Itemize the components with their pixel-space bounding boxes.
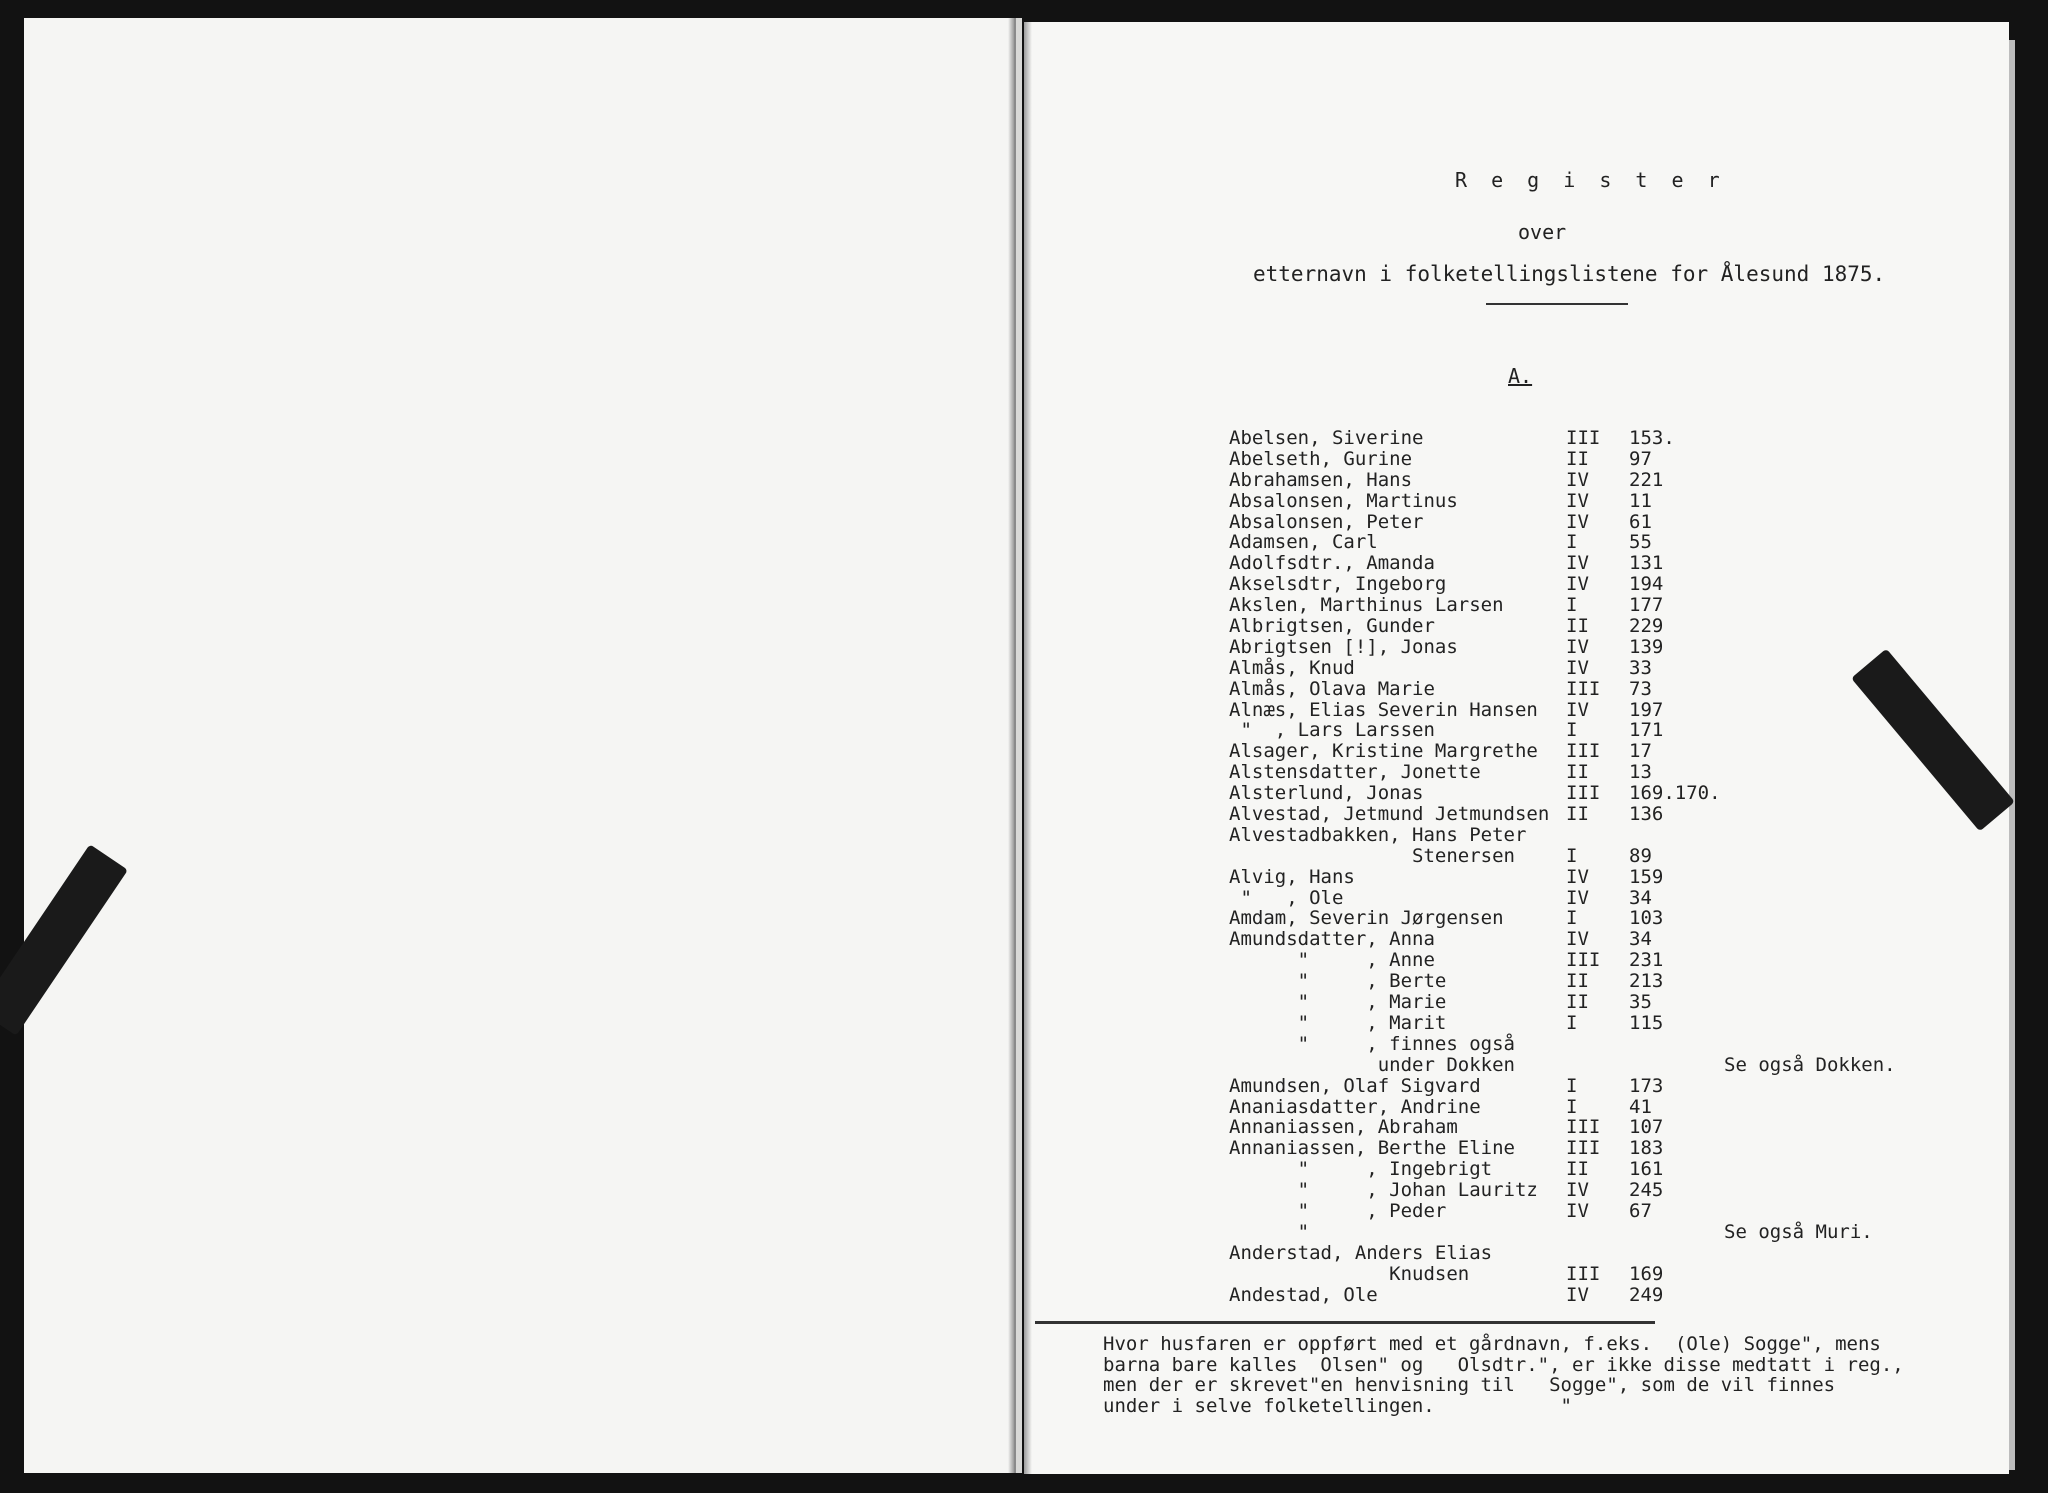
footnote-line: under i selve folketellingen. " xyxy=(1103,1394,1572,1417)
entry-volume: IV xyxy=(1566,1199,1589,1222)
entry-name: Amdam, Severin Jørgensen xyxy=(1229,907,1504,930)
entry-name: Adolfsdtr., Amanda xyxy=(1229,552,1435,575)
register-entry xyxy=(1229,658,1849,679)
entry-volume: III xyxy=(1566,677,1601,700)
page-gutter xyxy=(1016,18,1022,1473)
register-entry xyxy=(1229,512,1849,533)
entry-page: 103 xyxy=(1629,907,1664,930)
entry-volume: IV xyxy=(1566,573,1589,596)
entry-name: " , finnes også xyxy=(1229,1032,1515,1055)
entry-page: 231 xyxy=(1629,949,1664,972)
register-subtitle: etternavn i folketellingslistene for Ålesund 1875. xyxy=(1253,262,1886,286)
entry-volume: IV xyxy=(1566,468,1589,491)
entry-volume: I xyxy=(1566,1095,1578,1118)
register-entry xyxy=(1229,1117,1849,1138)
register-entry xyxy=(1229,700,1849,721)
entry-name: Ananiasdatter, Andrine xyxy=(1229,1095,1481,1118)
footnote xyxy=(1103,1334,1983,1416)
entry-note: Se også Muri. xyxy=(1724,1220,1873,1243)
register-entry xyxy=(1229,470,1849,491)
entry-page: 55 xyxy=(1629,531,1652,554)
entry-name: " , Marie xyxy=(1229,991,1447,1014)
entry-name: Akslen, Marthinus Larsen xyxy=(1229,594,1504,617)
register-entry xyxy=(1229,804,1849,825)
entry-name: Abelsen, Siverine xyxy=(1229,427,1424,449)
entry-volume: IV xyxy=(1566,1179,1589,1202)
register-entry xyxy=(1229,1138,1849,1159)
entry-page: 169.170. xyxy=(1629,782,1721,805)
register-entry xyxy=(1229,720,1849,741)
entry-page: 249 xyxy=(1629,1283,1664,1306)
entry-page: 33 xyxy=(1629,656,1652,679)
entry-page: 115 xyxy=(1629,1011,1664,1034)
entry-name: Albrigtsen, Gunder xyxy=(1229,615,1435,638)
entry-name: " , Johan Lauritz xyxy=(1229,1179,1538,1202)
register-entry xyxy=(1229,1220,1873,1243)
entry-page: 153. xyxy=(1629,427,1675,449)
register-entry xyxy=(1229,762,1849,783)
entry-volume: IV xyxy=(1566,698,1589,721)
entry-page: 13 xyxy=(1629,761,1652,784)
entry-page: 41 xyxy=(1629,1095,1652,1118)
entry-name: Alvestad, Jetmund Jetmundsen xyxy=(1229,803,1550,826)
register-entry xyxy=(1229,908,1849,929)
entry-name: " , Anne xyxy=(1229,949,1435,972)
entry-volume: III xyxy=(1566,1137,1601,1160)
entry-volume: III xyxy=(1566,1116,1601,1139)
register-entry xyxy=(1229,867,1849,888)
register-entry xyxy=(1229,783,1849,804)
entry-page: 139 xyxy=(1629,635,1664,658)
entry-volume: I xyxy=(1566,1074,1578,1097)
footnote-line: barna bare kalles Olsen" og Olsdtr.", er ikke disse medtatt i reg., xyxy=(1103,1353,1904,1376)
entry-name: Absalonsen, Peter xyxy=(1229,510,1424,533)
entry-page: 107 xyxy=(1629,1116,1664,1139)
register-entry-list xyxy=(1229,427,1896,1306)
entry-page: 221 xyxy=(1629,468,1664,491)
entry-name: Alsterlund, Jonas xyxy=(1229,782,1424,805)
entry-volume: II xyxy=(1566,1158,1589,1181)
entry-name: Alstensdatter, Jonette xyxy=(1229,761,1481,784)
entry-volume: I xyxy=(1566,719,1578,742)
entry-name: Anderstad, Anders Elias xyxy=(1229,1241,1493,1264)
entry-page: 67 xyxy=(1629,1199,1652,1222)
entry-name: Alvestadbakken, Hans Peter xyxy=(1229,823,1527,846)
register-entry xyxy=(1229,1180,1849,1201)
register-entry xyxy=(1229,595,1849,616)
entry-page: 35 xyxy=(1629,991,1652,1014)
entry-page: 194 xyxy=(1629,573,1664,596)
entry-page: 17 xyxy=(1629,740,1652,763)
entry-page: 161 xyxy=(1629,1158,1664,1181)
register-entry xyxy=(1229,1053,1896,1076)
page-edge xyxy=(2009,40,2015,1470)
entry-name: Annaniassen, Berthe Eline xyxy=(1229,1137,1515,1160)
entry-volume: IV xyxy=(1566,489,1589,512)
entry-volume: I xyxy=(1566,907,1578,930)
register-entry xyxy=(1229,992,1849,1013)
footnote-line: Hvor husfaren er oppført med et gårdnavn, f.eks. (Ole) Sogge", mens xyxy=(1103,1333,1881,1355)
footnote-rule xyxy=(1035,1321,1655,1324)
entry-volume: I xyxy=(1566,594,1578,617)
entry-name: Alnæs, Elias Severin Hansen xyxy=(1229,698,1538,721)
entry-name: " , Lars Larssen xyxy=(1229,719,1435,742)
entry-name: Knudsen xyxy=(1229,1262,1470,1285)
entry-name: Alvig, Hans xyxy=(1229,865,1355,888)
entry-name: " , Ingebrigt xyxy=(1229,1158,1493,1181)
entry-name: Andestad, Ole xyxy=(1229,1283,1378,1306)
register-entry xyxy=(1229,1013,1849,1034)
entry-page: 245 xyxy=(1629,1179,1664,1202)
entry-volume: II xyxy=(1566,447,1589,470)
register-entry xyxy=(1229,1159,1849,1180)
entry-name: Alsager, Kristine Margrethe xyxy=(1229,740,1538,763)
entry-volume: I xyxy=(1566,844,1578,867)
entry-volume: IV xyxy=(1566,656,1589,679)
entry-page: 131 xyxy=(1629,552,1664,575)
left-blank-page xyxy=(24,18,1016,1473)
entry-volume: IV xyxy=(1566,886,1589,909)
entry-name: " xyxy=(1229,1220,1310,1243)
entry-page: 171 xyxy=(1629,719,1664,742)
entry-page: 73 xyxy=(1629,677,1652,700)
entry-name: Adamsen, Carl xyxy=(1229,531,1378,554)
register-entry xyxy=(1229,1034,1849,1055)
entry-name: " , Peder xyxy=(1229,1199,1447,1222)
entry-name: " , Berte xyxy=(1229,970,1447,993)
register-entry xyxy=(1229,825,1849,846)
entry-page: 34 xyxy=(1629,886,1652,909)
register-entry xyxy=(1229,449,1849,470)
entry-volume: IV xyxy=(1566,1283,1589,1306)
entry-name: Amundsdatter, Anna xyxy=(1229,928,1435,951)
entry-volume: IV xyxy=(1566,552,1589,575)
entry-volume: III xyxy=(1566,740,1601,763)
entry-volume: III xyxy=(1566,782,1601,805)
entry-page: 197 xyxy=(1629,698,1664,721)
register-entry xyxy=(1229,971,1849,992)
entry-note: Se også Dokken. xyxy=(1724,1053,1896,1076)
register-entry xyxy=(1229,553,1849,574)
footnote-line: men der er skrevet"en henvisning til Sogge", som de vil finnes xyxy=(1103,1374,1836,1396)
entry-volume: I xyxy=(1566,531,1578,554)
entry-volume: II xyxy=(1566,803,1589,826)
entry-page: 11 xyxy=(1629,489,1652,512)
register-entry xyxy=(1229,929,1849,950)
title-underline xyxy=(1486,303,1628,305)
entry-volume: IV xyxy=(1566,510,1589,533)
register-entry xyxy=(1229,532,1849,553)
register-entry xyxy=(1229,1201,1849,1222)
entry-name: Stenersen xyxy=(1229,844,1515,867)
entry-name: " , Ole xyxy=(1229,886,1344,909)
entry-page: 229 xyxy=(1629,615,1664,638)
register-subtitle-over: over xyxy=(1518,220,1567,244)
register-entry xyxy=(1229,1243,1849,1264)
entry-volume: III xyxy=(1566,427,1601,449)
entry-page: 61 xyxy=(1629,510,1652,533)
entry-page: 173 xyxy=(1629,1074,1664,1097)
register-entry xyxy=(1229,950,1849,971)
register-entry xyxy=(1229,491,1849,512)
entry-page: 34 xyxy=(1629,928,1652,951)
entry-page: 97 xyxy=(1629,447,1652,470)
entry-name: Abrahamsen, Hans xyxy=(1229,468,1413,491)
entry-page: 159 xyxy=(1629,865,1664,888)
register-entry xyxy=(1229,679,1849,700)
entry-volume: II xyxy=(1566,761,1589,784)
entry-volume: II xyxy=(1566,991,1589,1014)
entry-name: Abelseth, Gurine xyxy=(1229,447,1413,470)
register-title: R e g i s t e r xyxy=(1455,168,1726,192)
entry-page: 183 xyxy=(1629,1137,1664,1160)
entry-page: 177 xyxy=(1629,594,1664,617)
entry-name: " , Marit xyxy=(1229,1011,1447,1034)
entry-name: Absalonsen, Martinus xyxy=(1229,489,1458,512)
entry-page: 136 xyxy=(1629,803,1664,826)
entry-volume: II xyxy=(1566,970,1589,993)
register-entry xyxy=(1229,637,1849,658)
section-letter: A. xyxy=(1508,364,1533,388)
register-entry xyxy=(1229,1264,1849,1285)
entry-volume: III xyxy=(1566,1262,1601,1285)
register-entry xyxy=(1229,616,1849,637)
register-entry xyxy=(1229,846,1849,867)
entry-volume: IV xyxy=(1566,865,1589,888)
entry-name: Akselsdtr, Ingeborg xyxy=(1229,573,1447,596)
entry-page: 213 xyxy=(1629,970,1664,993)
register-entry xyxy=(1229,1285,1849,1306)
register-entry xyxy=(1229,428,1849,449)
register-entry xyxy=(1229,741,1849,762)
entry-volume: IV xyxy=(1566,635,1589,658)
entry-name: Annaniassen, Abraham xyxy=(1229,1116,1458,1139)
entry-volume: II xyxy=(1566,615,1589,638)
entry-volume: IV xyxy=(1566,928,1589,951)
register-entry xyxy=(1229,574,1849,595)
entry-volume: I xyxy=(1566,1011,1578,1034)
entry-page: 169 xyxy=(1629,1262,1664,1285)
register-entry xyxy=(1229,888,1849,909)
entry-name: under Dokken xyxy=(1229,1053,1515,1076)
register-entry xyxy=(1229,1076,1849,1097)
entry-name: Almås, Olava Marie xyxy=(1229,677,1435,700)
entry-name: Amundsen, Olaf Sigvard xyxy=(1229,1074,1481,1097)
entry-volume: III xyxy=(1566,949,1601,972)
register-entry xyxy=(1229,1097,1849,1118)
entry-page: 89 xyxy=(1629,844,1652,867)
entry-name: Abrigtsen [!], Jonas xyxy=(1229,635,1458,658)
entry-name: Almås, Knud xyxy=(1229,656,1355,679)
